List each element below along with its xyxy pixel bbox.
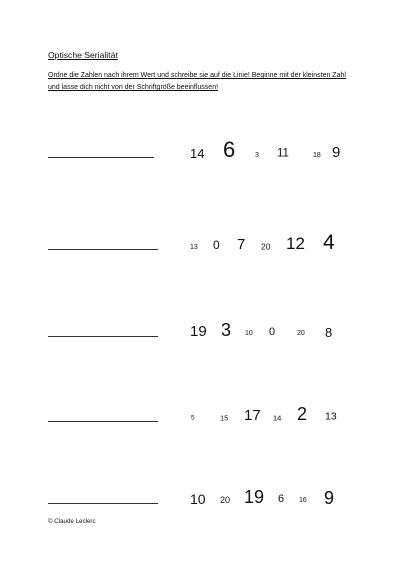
number: 7 bbox=[237, 236, 246, 253]
answer-line[interactable] bbox=[48, 503, 158, 504]
number: 16 bbox=[299, 497, 307, 504]
instruction-text: Ordne die Zahlen nach ihrem Wert und schreibe sie auf die Linie! Beginne mit der kleinsten Zahl und lasse dich nicht von der Schriftgröße beeinflussen! bbox=[48, 72, 346, 91]
number: 3 bbox=[221, 320, 232, 340]
number: 20 bbox=[220, 495, 231, 505]
number: 10 bbox=[245, 330, 253, 337]
number: 18 bbox=[313, 152, 321, 159]
answer-line[interactable] bbox=[48, 336, 158, 337]
number: 6 bbox=[278, 493, 285, 505]
number: 19 bbox=[190, 323, 207, 340]
copyright-footer: © Claude Leclerc bbox=[48, 518, 96, 525]
number: 4 bbox=[323, 231, 335, 254]
number: 0 bbox=[213, 238, 220, 252]
number: 2 bbox=[297, 404, 308, 424]
number: 14 bbox=[273, 413, 282, 423]
number: 10 bbox=[190, 491, 206, 507]
number: 13 bbox=[325, 410, 337, 423]
number: 6 bbox=[223, 137, 236, 162]
answer-line[interactable] bbox=[48, 421, 158, 422]
page-title: Optische Serialität bbox=[48, 50, 118, 60]
number: 8 bbox=[325, 325, 333, 340]
number: 17 bbox=[244, 407, 261, 424]
number: 14 bbox=[190, 146, 205, 161]
answer-line[interactable] bbox=[48, 157, 154, 158]
answer-line[interactable] bbox=[48, 249, 158, 250]
number: 5 bbox=[191, 414, 195, 422]
number: 9 bbox=[324, 488, 335, 508]
number: 13 bbox=[190, 244, 198, 251]
number: 0 bbox=[269, 326, 276, 338]
number: 20 bbox=[297, 330, 305, 337]
number: 15 bbox=[220, 413, 229, 423]
number: 19 bbox=[244, 487, 265, 507]
number: 11 bbox=[277, 147, 289, 160]
number: 3 bbox=[255, 152, 259, 159]
number: 12 bbox=[286, 234, 305, 253]
number: 9 bbox=[332, 144, 341, 161]
number: 20 bbox=[261, 241, 271, 252]
